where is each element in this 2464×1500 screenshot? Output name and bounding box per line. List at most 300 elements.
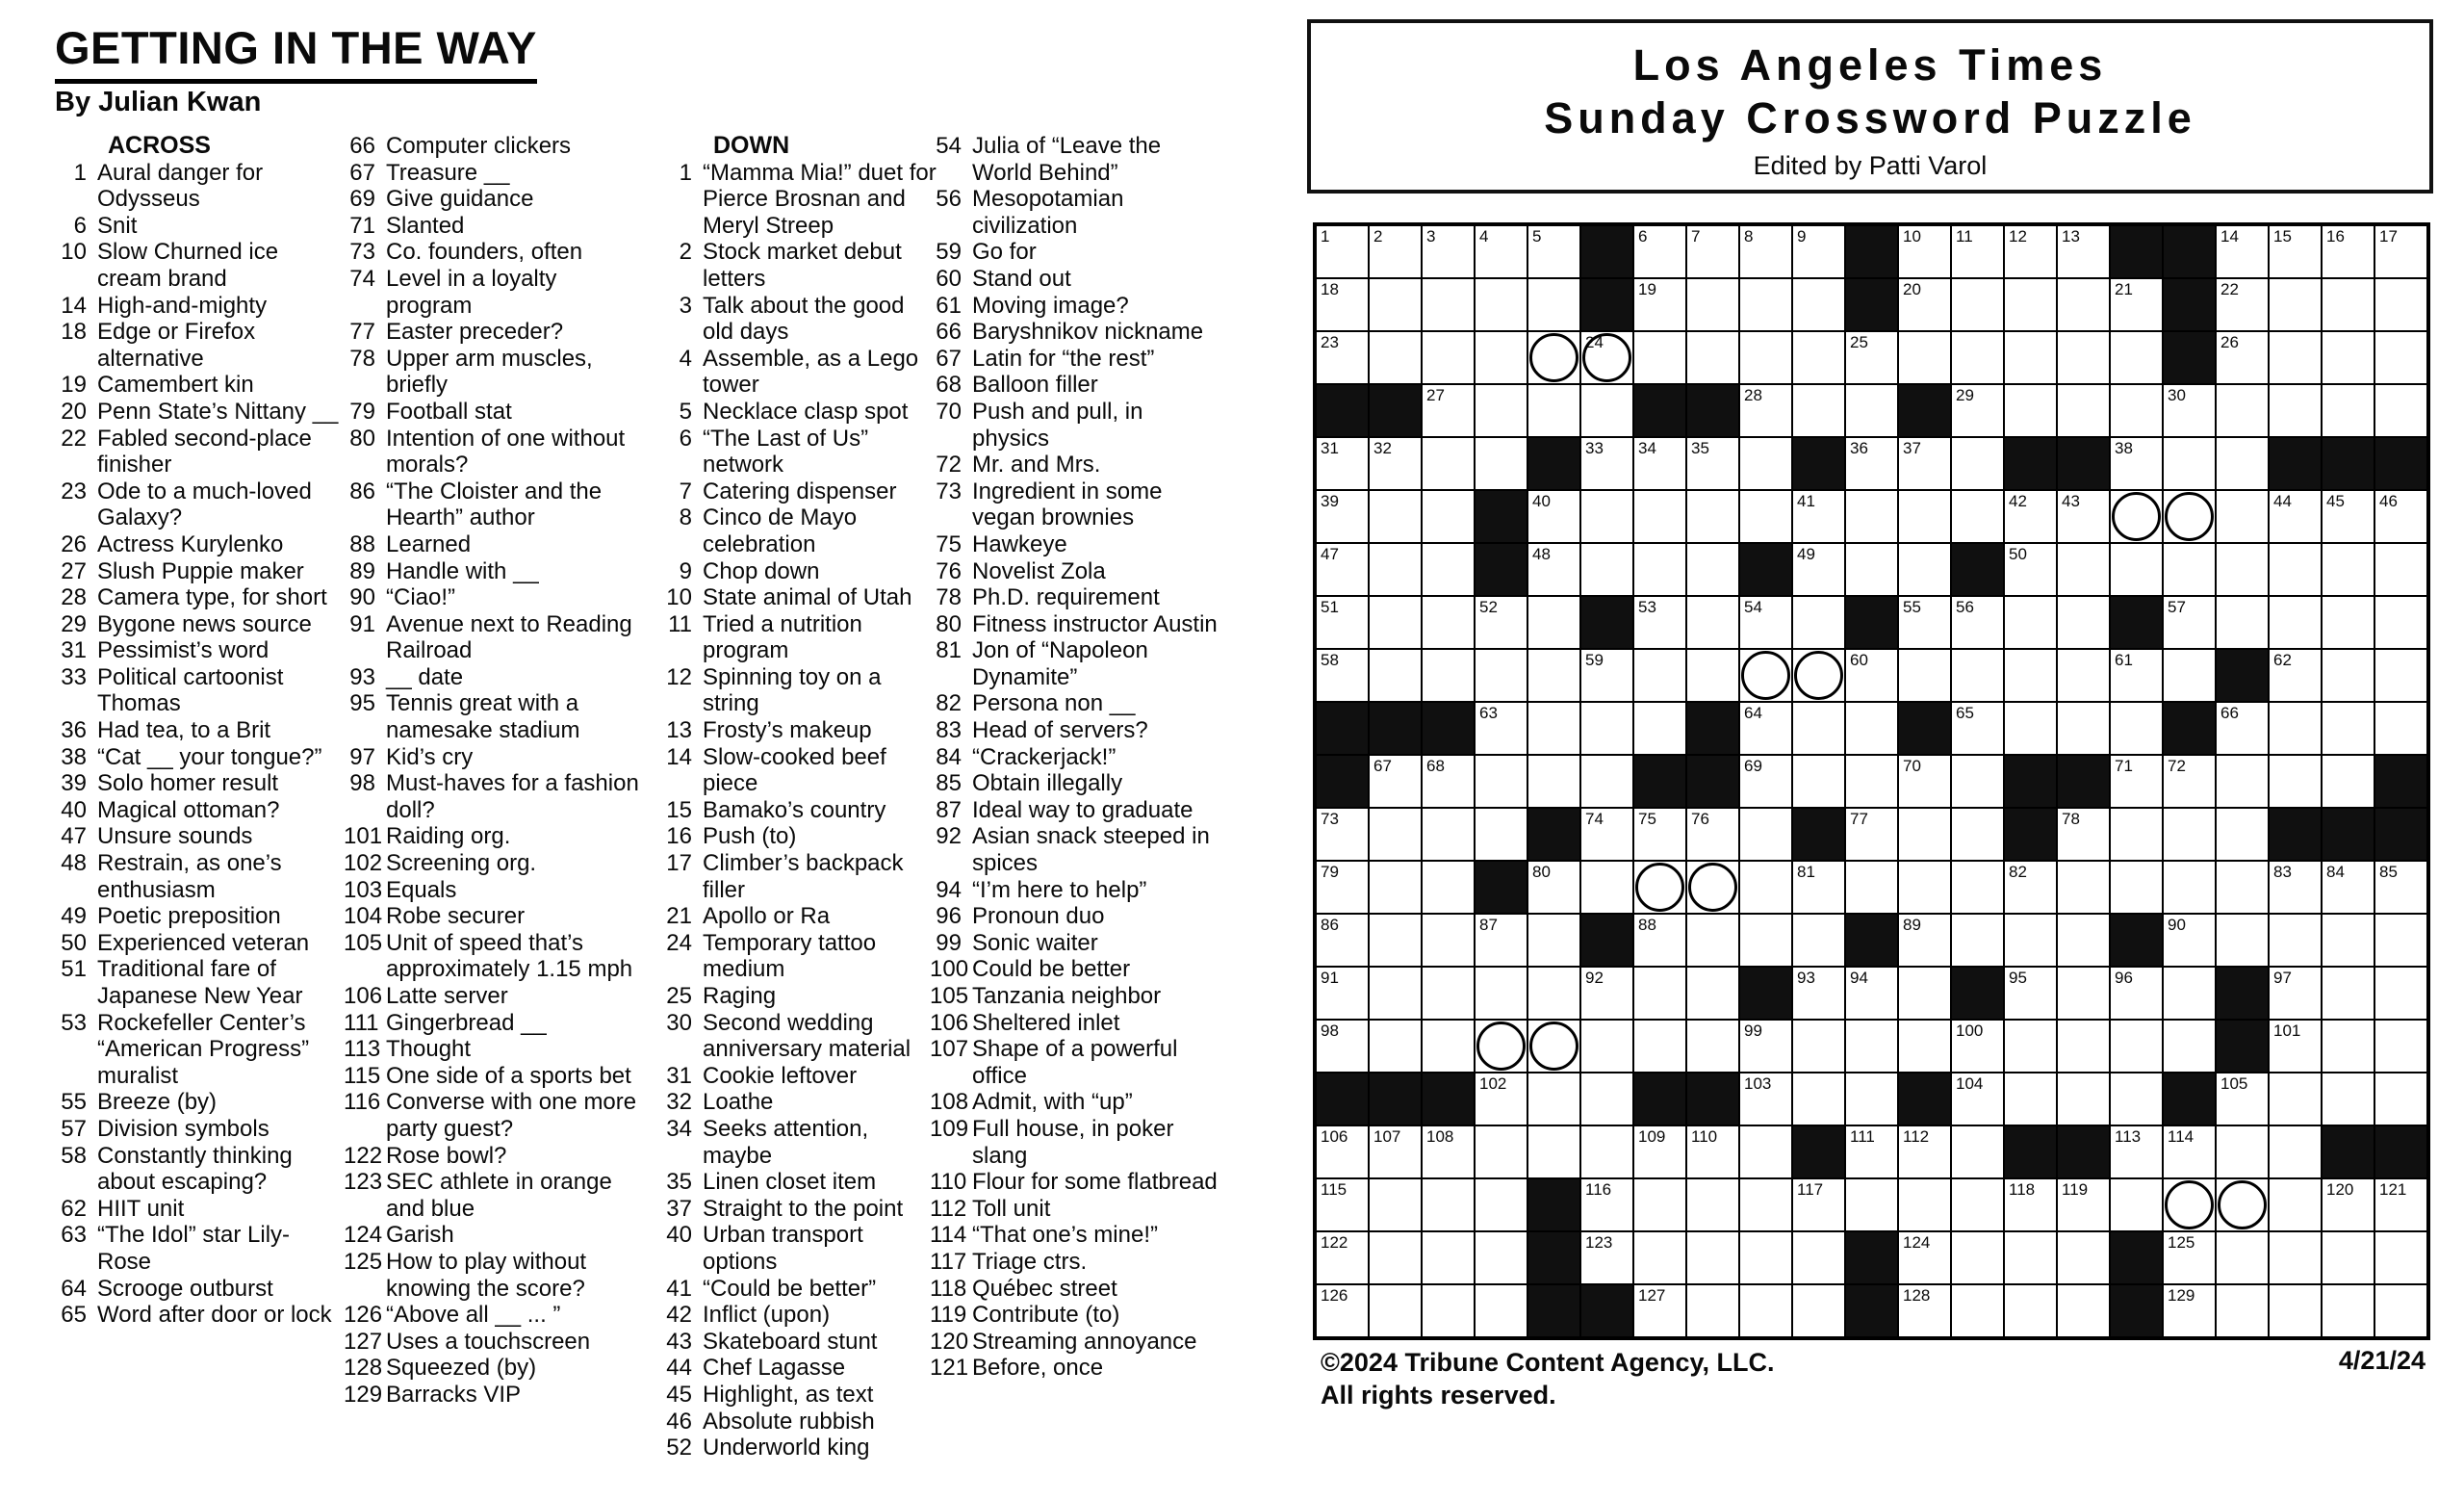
grid-cell[interactable] — [1422, 649, 1475, 702]
grid-cell[interactable] — [1951, 1231, 2004, 1284]
grid-cell[interactable] — [1475, 1020, 1527, 1073]
grid-cell[interactable] — [1422, 1020, 1475, 1073]
grid-cell[interactable] — [1422, 967, 1475, 1020]
grid-cell[interactable] — [1369, 490, 1422, 543]
grid-cell[interactable] — [2374, 702, 2427, 755]
grid-cell[interactable] — [1369, 808, 1422, 861]
grid-cell[interactable] — [2269, 967, 2322, 1020]
grid-cell[interactable] — [2163, 596, 2216, 649]
grid-cell[interactable] — [1316, 596, 1369, 649]
grid-cell[interactable] — [2269, 278, 2322, 331]
grid-cell[interactable] — [1475, 1231, 1527, 1284]
grid-cell[interactable] — [1580, 649, 1633, 702]
grid-cell[interactable] — [2322, 543, 2374, 596]
grid-cell[interactable] — [1527, 649, 1580, 702]
grid-cell[interactable] — [1739, 596, 1792, 649]
grid-cell[interactable] — [1633, 702, 1686, 755]
grid-cell[interactable] — [2322, 702, 2374, 755]
grid-cell[interactable] — [2216, 225, 2269, 278]
grid-cell[interactable] — [1527, 914, 1580, 967]
grid-cell[interactable] — [1686, 331, 1739, 384]
grid-cell[interactable] — [1845, 1073, 1898, 1125]
grid-cell[interactable] — [2322, 596, 2374, 649]
grid-cell[interactable] — [2322, 490, 2374, 543]
grid-cell[interactable] — [2004, 331, 2057, 384]
grid-cell[interactable] — [2374, 1284, 2427, 1337]
grid-cell[interactable] — [1898, 808, 1951, 861]
grid-cell[interactable] — [1739, 384, 1792, 437]
grid-cell[interactable] — [2004, 384, 2057, 437]
grid-cell[interactable] — [2057, 649, 2110, 702]
grid-cell[interactable] — [1633, 490, 1686, 543]
grid-cell[interactable] — [1633, 331, 1686, 384]
grid-cell[interactable] — [1686, 1125, 1739, 1178]
grid-cell[interactable] — [1369, 596, 1422, 649]
grid-cell[interactable] — [1422, 490, 1475, 543]
grid-cell[interactable] — [1898, 437, 1951, 490]
grid-cell[interactable] — [1739, 490, 1792, 543]
grid-cell[interactable] — [1475, 808, 1527, 861]
grid-cell[interactable] — [1898, 755, 1951, 808]
grid-cell[interactable] — [1422, 861, 1475, 914]
grid-cell[interactable] — [2269, 543, 2322, 596]
grid-cell[interactable] — [1475, 702, 1527, 755]
grid-cell[interactable] — [1845, 702, 1898, 755]
grid-cell[interactable] — [1527, 490, 1580, 543]
grid-cell[interactable] — [2163, 437, 2216, 490]
grid-cell[interactable] — [1527, 225, 1580, 278]
grid-cell[interactable] — [1633, 1231, 1686, 1284]
grid-cell[interactable] — [1475, 1073, 1527, 1125]
grid-cell[interactable] — [2057, 596, 2110, 649]
grid-cell[interactable] — [1739, 1125, 1792, 1178]
grid-cell[interactable] — [2269, 1284, 2322, 1337]
grid-cell[interactable] — [1316, 331, 1369, 384]
grid-cell[interactable] — [1686, 1231, 1739, 1284]
grid-cell[interactable] — [2374, 1178, 2427, 1231]
grid-cell[interactable] — [1792, 1073, 1845, 1125]
grid-cell[interactable] — [1686, 1178, 1739, 1231]
grid-cell[interactable] — [2110, 755, 2163, 808]
grid-cell[interactable] — [1475, 914, 1527, 967]
grid-cell[interactable] — [1422, 384, 1475, 437]
grid-cell[interactable] — [1898, 543, 1951, 596]
grid-cell[interactable] — [1316, 278, 1369, 331]
grid-cell[interactable] — [2163, 384, 2216, 437]
grid-cell[interactable] — [1316, 1020, 1369, 1073]
grid-cell[interactable] — [1527, 1020, 1580, 1073]
grid-cell[interactable] — [1527, 596, 1580, 649]
grid-cell[interactable] — [2322, 649, 2374, 702]
grid-cell[interactable] — [1686, 596, 1739, 649]
grid-cell[interactable] — [2004, 225, 2057, 278]
grid-cell[interactable] — [2110, 1178, 2163, 1231]
grid-cell[interactable] — [1633, 1020, 1686, 1073]
grid-cell[interactable] — [1580, 861, 1633, 914]
grid-cell[interactable] — [1951, 278, 2004, 331]
grid-cell[interactable] — [1845, 861, 1898, 914]
grid-cell[interactable] — [1792, 384, 1845, 437]
grid-cell[interactable] — [1475, 384, 1527, 437]
grid-cell[interactable] — [2269, 702, 2322, 755]
grid-cell[interactable] — [2322, 1284, 2374, 1337]
grid-cell[interactable] — [2269, 649, 2322, 702]
grid-cell[interactable] — [1527, 861, 1580, 914]
grid-cell[interactable] — [1316, 1231, 1369, 1284]
grid-cell[interactable] — [1739, 861, 1792, 914]
grid-cell[interactable] — [2057, 384, 2110, 437]
grid-cell[interactable] — [2004, 1178, 2057, 1231]
grid-cell[interactable] — [2110, 702, 2163, 755]
grid-cell[interactable] — [2057, 1284, 2110, 1337]
grid-cell[interactable] — [1739, 914, 1792, 967]
grid-cell[interactable] — [1686, 861, 1739, 914]
grid-cell[interactable] — [1369, 543, 1422, 596]
grid-cell[interactable] — [1422, 808, 1475, 861]
grid-cell[interactable] — [1475, 1178, 1527, 1231]
grid-cell[interactable] — [1475, 967, 1527, 1020]
grid-cell[interactable] — [1951, 1178, 2004, 1231]
grid-cell[interactable] — [1527, 331, 1580, 384]
grid-cell[interactable] — [1739, 755, 1792, 808]
grid-cell[interactable] — [1792, 967, 1845, 1020]
grid-cell[interactable] — [2057, 331, 2110, 384]
grid-cell[interactable] — [2374, 278, 2427, 331]
grid-cell[interactable] — [1898, 1125, 1951, 1178]
grid-cell[interactable] — [2004, 861, 2057, 914]
grid-cell[interactable] — [1422, 596, 1475, 649]
grid-cell[interactable] — [2216, 914, 2269, 967]
grid-cell[interactable] — [2216, 331, 2269, 384]
grid-cell[interactable] — [2004, 543, 2057, 596]
grid-cell[interactable] — [2004, 914, 2057, 967]
grid-cell[interactable] — [1580, 1073, 1633, 1125]
grid-cell[interactable] — [1898, 490, 1951, 543]
grid-cell[interactable] — [1475, 755, 1527, 808]
grid-cell[interactable] — [1845, 755, 1898, 808]
grid-cell[interactable] — [1369, 1231, 1422, 1284]
grid-cell[interactable] — [2163, 649, 2216, 702]
grid-cell[interactable] — [1951, 384, 2004, 437]
grid-cell[interactable] — [1739, 808, 1792, 861]
grid-cell[interactable] — [2110, 490, 2163, 543]
grid-cell[interactable] — [2216, 596, 2269, 649]
grid-cell[interactable] — [1369, 861, 1422, 914]
grid-cell[interactable] — [2163, 543, 2216, 596]
grid-cell[interactable] — [1475, 649, 1527, 702]
grid-cell[interactable] — [2004, 1284, 2057, 1337]
grid-cell[interactable] — [1739, 1073, 1792, 1125]
grid-cell[interactable] — [1686, 1020, 1739, 1073]
grid-cell[interactable] — [1951, 861, 2004, 914]
grid-cell[interactable] — [1633, 1178, 1686, 1231]
grid-cell[interactable] — [1527, 384, 1580, 437]
grid-cell[interactable] — [1951, 596, 2004, 649]
grid-cell[interactable] — [2374, 490, 2427, 543]
grid-cell[interactable] — [1898, 914, 1951, 967]
grid-cell[interactable] — [1633, 967, 1686, 1020]
grid-cell[interactable] — [2216, 861, 2269, 914]
grid-cell[interactable] — [1369, 755, 1422, 808]
grid-cell[interactable] — [2374, 596, 2427, 649]
grid-cell[interactable] — [1898, 1284, 1951, 1337]
grid-cell[interactable] — [1951, 649, 2004, 702]
grid-cell[interactable] — [2004, 702, 2057, 755]
grid-cell[interactable] — [1369, 1284, 1422, 1337]
grid-cell[interactable] — [1739, 437, 1792, 490]
grid-cell[interactable] — [1898, 1231, 1951, 1284]
grid-cell[interactable] — [1739, 1020, 1792, 1073]
grid-cell[interactable] — [2163, 1020, 2216, 1073]
grid-cell[interactable] — [1951, 1020, 2004, 1073]
grid-cell[interactable] — [2322, 914, 2374, 967]
grid-cell[interactable] — [2057, 702, 2110, 755]
grid-cell[interactable] — [1527, 755, 1580, 808]
grid-cell[interactable] — [2004, 1231, 2057, 1284]
grid-cell[interactable] — [1422, 1125, 1475, 1178]
grid-cell[interactable] — [1845, 1020, 1898, 1073]
grid-cell[interactable] — [1633, 225, 1686, 278]
grid-cell[interactable] — [2269, 490, 2322, 543]
grid-cell[interactable] — [2057, 278, 2110, 331]
grid-cell[interactable] — [1845, 967, 1898, 1020]
grid-cell[interactable] — [1580, 331, 1633, 384]
grid-cell[interactable] — [1475, 1125, 1527, 1178]
grid-cell[interactable] — [1686, 437, 1739, 490]
grid-cell[interactable] — [2269, 331, 2322, 384]
grid-cell[interactable] — [1792, 1284, 1845, 1337]
grid-cell[interactable] — [1580, 755, 1633, 808]
grid-cell[interactable] — [1633, 914, 1686, 967]
grid-cell[interactable] — [1792, 543, 1845, 596]
grid-cell[interactable] — [1951, 1125, 2004, 1178]
grid-cell[interactable] — [1580, 702, 1633, 755]
grid-cell[interactable] — [1475, 596, 1527, 649]
grid-cell[interactable] — [1422, 278, 1475, 331]
grid-cell[interactable] — [2216, 1073, 2269, 1125]
grid-cell[interactable] — [2057, 1020, 2110, 1073]
grid-cell[interactable] — [1316, 225, 1369, 278]
grid-cell[interactable] — [2216, 1125, 2269, 1178]
grid-cell[interactable] — [1369, 1125, 1422, 1178]
grid-cell[interactable] — [2110, 649, 2163, 702]
grid-cell[interactable] — [1316, 808, 1369, 861]
grid-cell[interactable] — [1580, 543, 1633, 596]
grid-cell[interactable] — [1316, 437, 1369, 490]
grid-cell[interactable] — [1580, 490, 1633, 543]
grid-cell[interactable] — [2110, 1125, 2163, 1178]
grid-cell[interactable] — [2269, 1073, 2322, 1125]
grid-cell[interactable] — [2374, 649, 2427, 702]
grid-cell[interactable] — [1792, 331, 1845, 384]
grid-cell[interactable] — [1792, 225, 1845, 278]
grid-cell[interactable] — [1580, 967, 1633, 1020]
grid-cell[interactable] — [1580, 384, 1633, 437]
grid-cell[interactable] — [2322, 278, 2374, 331]
grid-cell[interactable] — [2057, 1178, 2110, 1231]
grid-cell[interactable] — [2163, 808, 2216, 861]
grid-cell[interactable] — [2269, 1020, 2322, 1073]
grid-cell[interactable] — [2110, 861, 2163, 914]
grid-cell[interactable] — [1739, 702, 1792, 755]
grid-cell[interactable] — [2110, 543, 2163, 596]
grid-cell[interactable] — [1580, 1178, 1633, 1231]
grid-cell[interactable] — [2110, 967, 2163, 1020]
grid-cell[interactable] — [1739, 1178, 1792, 1231]
grid-cell[interactable] — [2374, 543, 2427, 596]
grid-cell[interactable] — [1845, 437, 1898, 490]
grid-cell[interactable] — [2110, 384, 2163, 437]
grid-cell[interactable] — [1369, 331, 1422, 384]
grid-cell[interactable] — [2374, 331, 2427, 384]
grid-cell[interactable] — [1898, 225, 1951, 278]
grid-cell[interactable] — [2374, 861, 2427, 914]
grid-cell[interactable] — [2110, 1020, 2163, 1073]
grid-cell[interactable] — [1739, 331, 1792, 384]
grid-cell[interactable] — [1633, 596, 1686, 649]
grid-cell[interactable] — [2163, 1178, 2216, 1231]
grid-cell[interactable] — [2269, 755, 2322, 808]
grid-cell[interactable] — [2269, 384, 2322, 437]
grid-cell[interactable] — [2322, 384, 2374, 437]
grid-cell[interactable] — [2269, 1178, 2322, 1231]
grid-cell[interactable] — [1580, 808, 1633, 861]
grid-cell[interactable] — [1369, 967, 1422, 1020]
grid-cell[interactable] — [1951, 331, 2004, 384]
grid-cell[interactable] — [2322, 225, 2374, 278]
grid-cell[interactable] — [1316, 1178, 1369, 1231]
grid-cell[interactable] — [2374, 914, 2427, 967]
grid-cell[interactable] — [1475, 1284, 1527, 1337]
grid-cell[interactable] — [1580, 1231, 1633, 1284]
grid-cell[interactable] — [2004, 1073, 2057, 1125]
grid-cell[interactable] — [1316, 1125, 1369, 1178]
grid-cell[interactable] — [1527, 967, 1580, 1020]
grid-cell[interactable] — [1475, 437, 1527, 490]
grid-cell[interactable] — [1898, 967, 1951, 1020]
grid-cell[interactable] — [1739, 225, 1792, 278]
grid-cell[interactable] — [1792, 649, 1845, 702]
grid-cell[interactable] — [2057, 808, 2110, 861]
grid-cell[interactable] — [2269, 914, 2322, 967]
grid-cell[interactable] — [1686, 490, 1739, 543]
grid-cell[interactable] — [1369, 278, 1422, 331]
grid-cell[interactable] — [2322, 1020, 2374, 1073]
grid-cell[interactable] — [2269, 225, 2322, 278]
grid-cell[interactable] — [1951, 1073, 2004, 1125]
grid-cell[interactable] — [1475, 225, 1527, 278]
grid-cell[interactable] — [1422, 914, 1475, 967]
grid-cell[interactable] — [2057, 1231, 2110, 1284]
grid-cell[interactable] — [1633, 278, 1686, 331]
grid-cell[interactable] — [2004, 596, 2057, 649]
grid-cell[interactable] — [2163, 755, 2216, 808]
grid-cell[interactable] — [1422, 437, 1475, 490]
grid-cell[interactable] — [1686, 543, 1739, 596]
grid-cell[interactable] — [2216, 490, 2269, 543]
grid-cell[interactable] — [1633, 861, 1686, 914]
grid-cell[interactable] — [1422, 331, 1475, 384]
grid-cell[interactable] — [1792, 702, 1845, 755]
grid-cell[interactable] — [1422, 225, 1475, 278]
grid-cell[interactable] — [1686, 1284, 1739, 1337]
grid-cell[interactable] — [1369, 437, 1422, 490]
grid-cell[interactable] — [2374, 967, 2427, 1020]
grid-cell[interactable] — [1739, 1284, 1792, 1337]
grid-cell[interactable] — [1792, 1231, 1845, 1284]
grid-cell[interactable] — [1951, 225, 2004, 278]
grid-cell[interactable] — [2269, 596, 2322, 649]
grid-cell[interactable] — [1475, 278, 1527, 331]
grid-cell[interactable] — [2322, 1231, 2374, 1284]
grid-cell[interactable] — [1422, 1231, 1475, 1284]
grid-cell[interactable] — [2163, 1284, 2216, 1337]
grid-cell[interactable] — [2374, 225, 2427, 278]
grid-cell[interactable] — [1580, 1020, 1633, 1073]
grid-cell[interactable] — [1316, 1284, 1369, 1337]
grid-cell[interactable] — [2110, 1073, 2163, 1125]
grid-cell[interactable] — [2216, 384, 2269, 437]
grid-cell[interactable] — [1951, 702, 2004, 755]
grid-cell[interactable] — [2216, 437, 2269, 490]
grid-cell[interactable] — [2057, 967, 2110, 1020]
grid-cell[interactable] — [1792, 596, 1845, 649]
grid-cell[interactable] — [2057, 225, 2110, 278]
grid-cell[interactable] — [2374, 384, 2427, 437]
grid-cell[interactable] — [1422, 543, 1475, 596]
grid-cell[interactable] — [1951, 490, 2004, 543]
grid-cell[interactable] — [2374, 1020, 2427, 1073]
grid-cell[interactable] — [1845, 808, 1898, 861]
grid-cell[interactable] — [1951, 755, 2004, 808]
grid-cell[interactable] — [2322, 861, 2374, 914]
grid-cell[interactable] — [1316, 649, 1369, 702]
grid-cell[interactable] — [1739, 649, 1792, 702]
grid-cell[interactable] — [1316, 914, 1369, 967]
grid-cell[interactable] — [2216, 278, 2269, 331]
grid-cell[interactable] — [1739, 278, 1792, 331]
grid-cell[interactable] — [1316, 543, 1369, 596]
grid-cell[interactable] — [1527, 702, 1580, 755]
grid-cell[interactable] — [2163, 1231, 2216, 1284]
grid-cell[interactable] — [2004, 278, 2057, 331]
grid-cell[interactable] — [1951, 1284, 2004, 1337]
grid-cell[interactable] — [2057, 490, 2110, 543]
grid-cell[interactable] — [1633, 543, 1686, 596]
grid-cell[interactable] — [2216, 755, 2269, 808]
grid-cell[interactable] — [2110, 331, 2163, 384]
grid-cell[interactable] — [1580, 1125, 1633, 1178]
grid-cell[interactable] — [1633, 649, 1686, 702]
grid-cell[interactable] — [2163, 967, 2216, 1020]
grid-cell[interactable] — [2322, 331, 2374, 384]
grid-cell[interactable] — [2269, 1125, 2322, 1178]
grid-cell[interactable] — [2374, 1231, 2427, 1284]
grid-cell[interactable] — [1792, 1178, 1845, 1231]
grid-cell[interactable] — [2216, 808, 2269, 861]
grid-cell[interactable] — [2004, 649, 2057, 702]
grid-cell[interactable] — [2269, 1231, 2322, 1284]
grid-cell[interactable] — [1845, 384, 1898, 437]
grid-cell[interactable] — [2163, 1125, 2216, 1178]
grid-cell[interactable] — [1633, 1284, 1686, 1337]
grid-cell[interactable] — [1845, 1125, 1898, 1178]
grid-cell[interactable] — [1792, 490, 1845, 543]
grid-cell[interactable] — [1845, 543, 1898, 596]
grid-cell[interactable] — [1316, 490, 1369, 543]
grid-cell[interactable] — [1580, 437, 1633, 490]
grid-cell[interactable] — [1686, 649, 1739, 702]
